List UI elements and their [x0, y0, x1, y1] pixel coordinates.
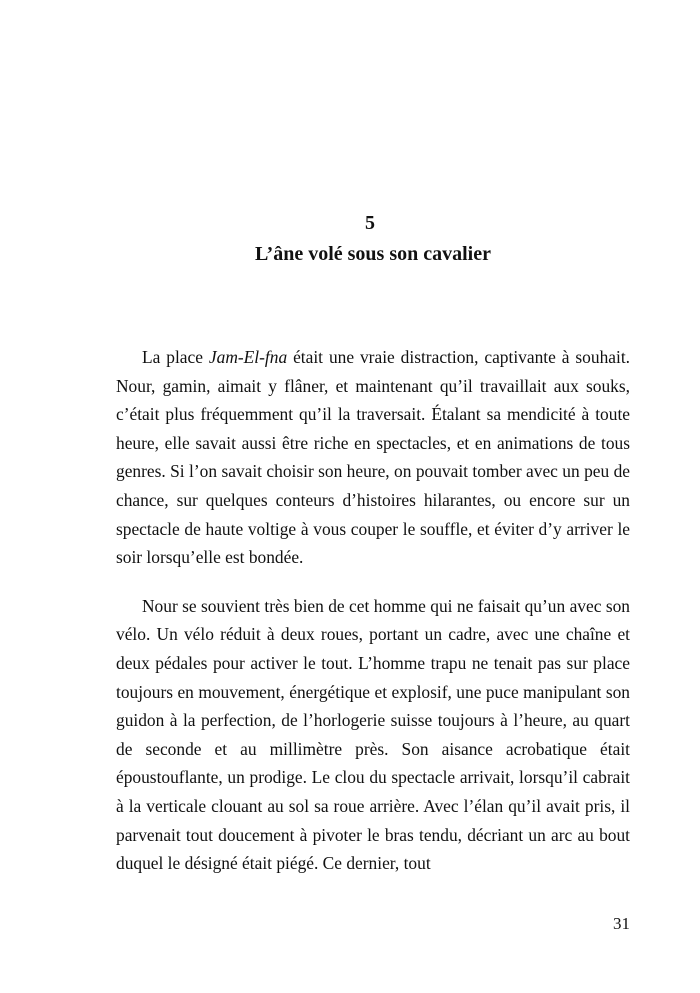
chapter-number: 5 [365, 212, 375, 234]
paragraph-2: Nour se souvient très bien de cet homme qui ne faisait qu’un avec son vélo. Un vélo réduit à deux roues, portant un cadre, avec une chaîne et deux pédales pour activer le tout. L’homme trapu ne tenait pas sur place toujours en mouvement, énergétique et explosif, une puce manipulant son guidon à la perfection, de l’horlogerie suisse toujours à l’heure, au quart de seconde et au millimètre près. Son aisance acrobatique était époustouflante, un prodige. Le clou du spectacle arrivait, lorsqu’il cabrait à la verticale clouant au sol sa roue arrière. Avec l’élan qu’il avait pris, il parvenait tout doucement à pivoter le bras tendu, décriant un arc au bout duquel le désigné était piégé. Ce dernier, tout [116, 595, 630, 874]
chapter-body [116, 343, 630, 878]
paragraph-1-start: La place [142, 347, 209, 367]
paragraph-1-rest: était une vraie distraction, captivante à souhait. Nour, gamin, aimait y flâner, et maintenant qu’il travaillait aux souks, c’était plus fréquemment qu’il la traversait. Étalant sa mendicité à toute heure, elle savait aussi être riche en spectacles, et en animations de tous genres. Si l’on savait choisir son heure, on pouvait tomber avec un peu de chance, sur quelques conteurs d’histoires hilarantes, ou encore sur un spectacle de haute voltige à vous couper le souffle, et éviter d’y arriver le soir lorsqu’elle est bondée. [116, 347, 630, 568]
paragraph-1 [116, 343, 630, 572]
place-name: Jam-El-fna [208, 347, 288, 367]
page-number: 31 [613, 914, 630, 933]
chapter-title: L’âne volé sous son cavalier [255, 243, 491, 265]
